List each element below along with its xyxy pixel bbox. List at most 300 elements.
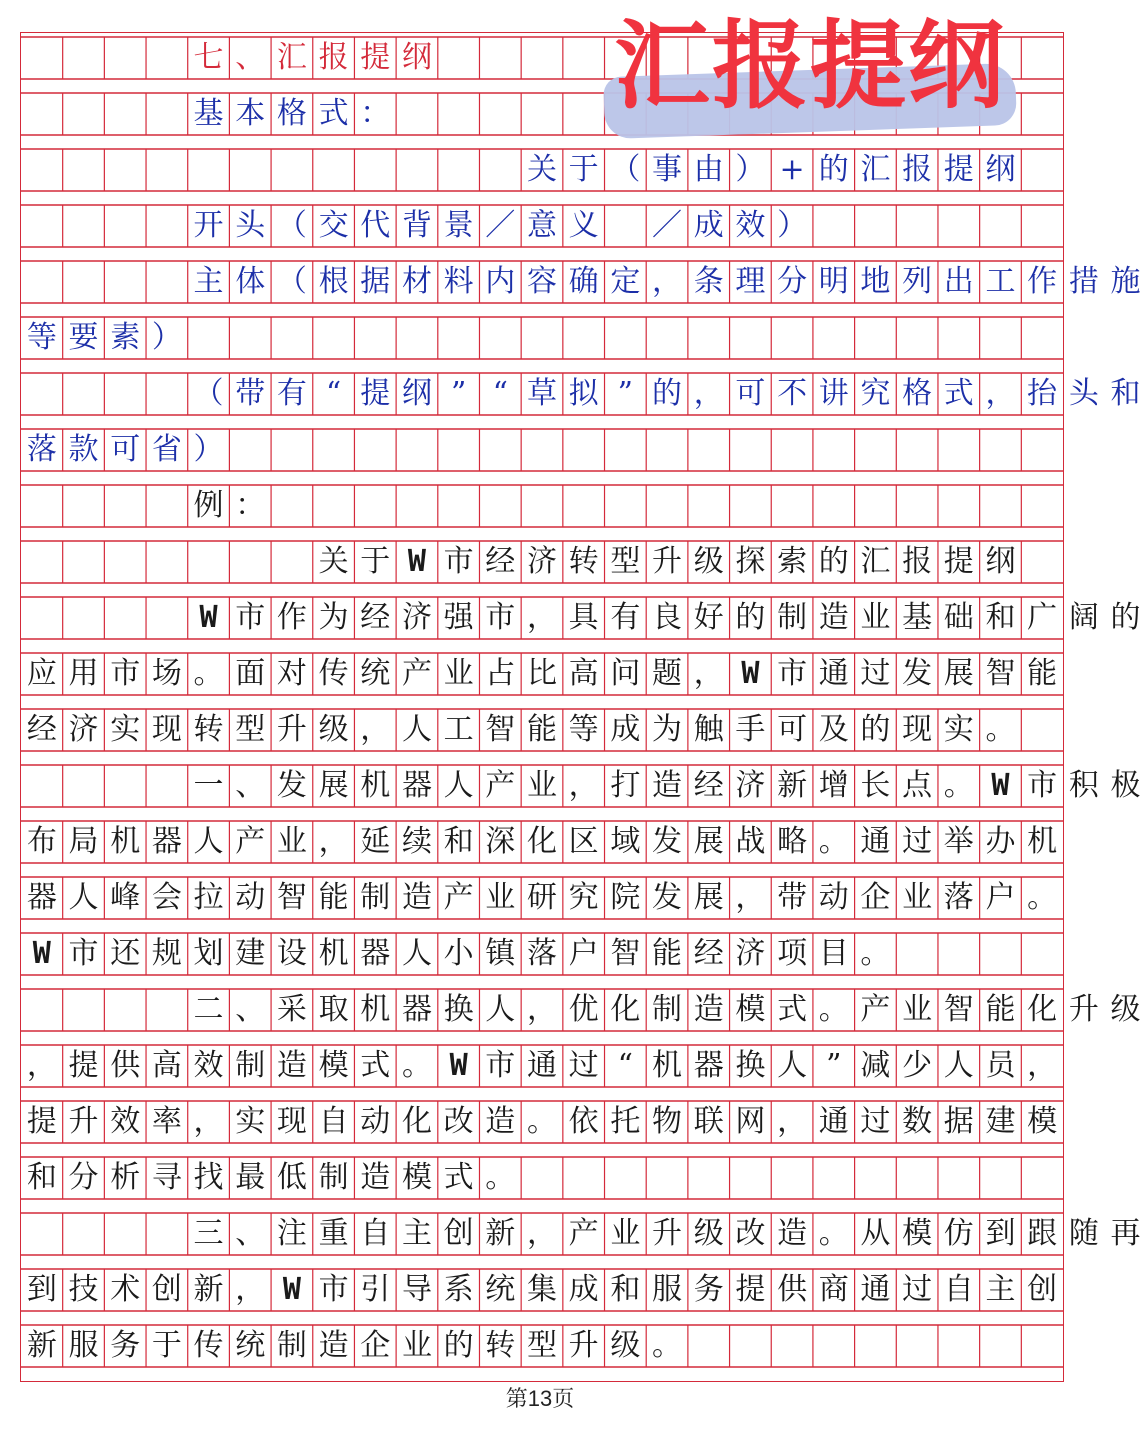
grid-character: 成 — [693, 208, 724, 243]
grid-character: 模 — [401, 1160, 432, 1195]
grid-character: 比 — [526, 656, 557, 691]
grid-character: 济 — [526, 544, 557, 579]
grid-character: 发 — [276, 768, 307, 803]
grid-character: 器 — [26, 880, 57, 915]
grid-character: 机 — [110, 824, 141, 859]
grid-character: 造 — [401, 880, 432, 915]
grid-character: 找 — [193, 1160, 224, 1195]
grid-character: 建 — [985, 1104, 1016, 1139]
grid-character: 和 — [443, 824, 474, 859]
grid-character: 阔 — [1068, 600, 1099, 635]
grid-character: 统 — [360, 656, 391, 691]
grid-character: 户 — [568, 936, 599, 971]
grid-character: （ — [610, 152, 641, 187]
text-row — [21, 1101, 1063, 1143]
grid-character: 发 — [902, 656, 933, 691]
grid-character: 效 — [193, 1048, 224, 1083]
grid-character: 化 — [526, 824, 557, 859]
grid-character: ， — [985, 376, 1016, 411]
grid-character: 延 — [360, 824, 391, 859]
grid-character: 头 — [235, 208, 266, 243]
text-row — [21, 1157, 1063, 1199]
grid-character: 实 — [235, 1104, 266, 1139]
grid-character: 要 — [68, 320, 99, 355]
grid-character: 有 — [276, 376, 307, 411]
grid-character: 高 — [151, 1048, 182, 1083]
grid-character: 导 — [401, 1272, 432, 1307]
grid-character: 换 — [443, 992, 474, 1027]
grid-character: 机 — [360, 992, 391, 1027]
grid-character: ， — [193, 1104, 224, 1139]
grid-character: 、 — [235, 40, 266, 75]
grid-character: 随 — [1068, 1216, 1099, 1251]
grid-character: 机 — [360, 768, 391, 803]
grid-character: 智 — [943, 992, 974, 1027]
grid-character: 新 — [777, 768, 808, 803]
grid-character: 良 — [652, 600, 683, 635]
grid-character: ” — [826, 1048, 842, 1083]
grid-character: 少 — [902, 1048, 933, 1083]
grid-character: 办 — [985, 824, 1016, 859]
grid-character: 展 — [693, 880, 724, 915]
grid-character: 汇 — [276, 40, 307, 75]
grid-character: 成 — [568, 1272, 599, 1307]
grid-character: 统 — [485, 1272, 516, 1307]
grid-character: 题 — [652, 656, 683, 691]
grid-character: 和 — [610, 1272, 641, 1307]
grid-character: 。 — [485, 1160, 516, 1195]
grid-character: ， — [693, 656, 724, 691]
grid-character: 作 — [1027, 264, 1058, 299]
grid-character: W — [282, 1272, 301, 1307]
grid-character: 带 — [777, 880, 808, 915]
grid-character: 提 — [68, 1048, 99, 1083]
text-row — [21, 989, 1141, 1031]
grid-character: 广 — [1027, 600, 1058, 635]
grid-character: ， — [318, 824, 349, 859]
grid-character: 通 — [818, 656, 849, 691]
grid-character: 报 — [902, 544, 933, 579]
grid-character: 模 — [902, 1216, 933, 1251]
grid-character: 。 — [860, 936, 891, 971]
grid-character: 化 — [610, 992, 641, 1027]
grid-character: 人 — [401, 936, 432, 971]
grid-character: 为 — [652, 712, 683, 747]
grid-character: 到 — [26, 1272, 57, 1307]
grid-character: 为 — [318, 600, 349, 635]
grid-character: 于 — [360, 544, 391, 579]
grid-character: 背 — [401, 208, 432, 243]
grid-character: 型 — [235, 712, 266, 747]
grid-character: ， — [26, 1048, 57, 1083]
grid-character: 和 — [985, 600, 1016, 635]
grid-character: 探 — [735, 544, 766, 579]
grid-character: 器 — [401, 992, 432, 1027]
grid-character: 七 — [193, 40, 224, 75]
grid-character: 新 — [485, 1216, 516, 1251]
grid-character: 市 — [485, 600, 516, 635]
grid-character: 市 — [443, 544, 474, 579]
grid-character: 业 — [610, 1216, 641, 1251]
grid-character: 高 — [568, 656, 599, 691]
grid-character: 等 — [26, 320, 57, 355]
grid-character: 落 — [526, 936, 557, 971]
grid-character: 抬 — [1027, 376, 1058, 411]
grid-character: 人 — [485, 992, 516, 1027]
grid-character: 制 — [318, 1160, 349, 1195]
grid-character: 略 — [777, 824, 808, 859]
grid-character: 低 — [276, 1160, 307, 1195]
grid-character: 域 — [610, 824, 641, 859]
grid-character: 效 — [735, 208, 766, 243]
grid-character: 点 — [902, 768, 933, 803]
grid-character: 模 — [735, 992, 766, 1027]
grid-character: （ — [193, 376, 224, 411]
grid-character: 最 — [235, 1160, 266, 1195]
grid-character: 产 — [860, 992, 891, 1027]
grid-character: 措 — [1068, 264, 1099, 299]
grid-character: 出 — [943, 264, 974, 299]
grid-character: 场 — [151, 656, 182, 691]
grid-character: 自 — [360, 1216, 391, 1251]
grid-character: 市 — [318, 1272, 349, 1307]
grid-character: 业 — [276, 824, 307, 859]
grid-character: 工 — [985, 264, 1016, 299]
grid-character: 现 — [151, 712, 182, 747]
grid-character: 提 — [735, 1272, 766, 1307]
grid-character: 过 — [902, 1272, 933, 1307]
grid-character: 型 — [526, 1328, 557, 1363]
grid-character: 能 — [526, 712, 557, 747]
grid-character: 二 — [193, 992, 224, 1027]
grid-character: 制 — [276, 1328, 307, 1363]
grid-character: 机 — [318, 936, 349, 971]
grid-character: 析 — [110, 1160, 141, 1195]
grid-character: ， — [652, 264, 683, 299]
grid-character: 应 — [26, 656, 57, 691]
grid-character: + — [779, 152, 805, 187]
grid-character: 市 — [68, 936, 99, 971]
grid-character: 由 — [693, 152, 724, 187]
grid-character: 市 — [777, 656, 808, 691]
grid-character: 划 — [193, 936, 224, 971]
grid-character: 从 — [860, 1216, 891, 1251]
grid-character: 造 — [652, 768, 683, 803]
grid-character: 义 — [568, 208, 599, 243]
grid-character: 级 — [1110, 992, 1141, 1027]
grid-character: 产 — [568, 1216, 599, 1251]
grid-character: 续 — [401, 824, 432, 859]
grid-character: （ — [276, 264, 307, 299]
grid-character: 能 — [652, 936, 683, 971]
text-row — [21, 373, 1141, 415]
grid-character: 展 — [943, 656, 974, 691]
grid-character: 材 — [401, 264, 432, 299]
grid-character: 镇 — [485, 936, 516, 971]
grid-character: 格 — [276, 96, 307, 131]
grid-character: 打 — [610, 768, 641, 803]
text-row — [21, 261, 1141, 303]
grid-character: ， — [235, 1272, 266, 1307]
grid-character: ， — [568, 768, 599, 803]
grid-character: 展 — [693, 824, 724, 859]
text-row — [21, 821, 1063, 863]
grid-character: 机 — [1027, 824, 1058, 859]
grid-character: 网 — [735, 1104, 766, 1139]
grid-character: 造 — [777, 1216, 808, 1251]
grid-character: 确 — [568, 264, 599, 299]
grid-character: 本 — [235, 96, 266, 131]
grid-character: 级 — [318, 712, 349, 747]
grid-character: 过 — [902, 824, 933, 859]
grid-character: 模 — [1027, 1104, 1058, 1139]
grid-character: 项 — [777, 936, 808, 971]
grid-character: 集 — [526, 1272, 557, 1307]
grid-character: 器 — [401, 768, 432, 803]
grid-character: 造 — [485, 1104, 516, 1139]
grid-character: ” — [617, 376, 634, 411]
grid-character: 体 — [235, 264, 266, 299]
grid-character: ， — [526, 1216, 557, 1251]
grid-character — [605, 205, 647, 247]
grid-character: “ — [617, 1048, 634, 1083]
grid-character: 员 — [985, 1048, 1016, 1083]
grid-character: 采 — [276, 992, 307, 1027]
grid-character: 技 — [68, 1272, 99, 1307]
grid-character: 升 — [568, 1328, 599, 1363]
text-row — [21, 597, 1141, 639]
grid-character: 战 — [735, 824, 766, 859]
grid-character: ） — [777, 208, 808, 243]
grid-character: 市 — [110, 656, 141, 691]
grid-paper-sheet — [20, 32, 1141, 1382]
grid-character: 础 — [943, 600, 974, 635]
grid-character: 可 — [777, 712, 808, 747]
grid-character: ） — [151, 320, 182, 355]
grid-character: 小 — [443, 936, 474, 971]
grid-character: 于 — [151, 1328, 182, 1363]
grid-character: 景 — [443, 208, 474, 243]
grid-character: 纲 — [401, 40, 432, 75]
grid-character: 具 — [568, 600, 599, 635]
grid-character: 会 — [151, 880, 182, 915]
grid-character: 人 — [68, 880, 99, 915]
grid-character: 实 — [110, 712, 141, 747]
grid-character: 人 — [401, 712, 432, 747]
grid-character: 作 — [276, 600, 307, 635]
grid-character: 产 — [235, 824, 266, 859]
grid-character: 过 — [568, 1048, 599, 1083]
grid-character: 济 — [401, 600, 432, 635]
grid-character: 强 — [443, 600, 474, 635]
grid-character: 器 — [151, 824, 182, 859]
grid-character: 升 — [652, 544, 683, 579]
grid-character: 素 — [110, 320, 141, 355]
grid-character: 转 — [193, 712, 224, 747]
grid-character: 换 — [735, 1048, 766, 1083]
text-row — [21, 429, 1063, 471]
grid-character: 、 — [235, 768, 266, 803]
text-row — [21, 1269, 1063, 1311]
grid-character: 的 — [1110, 600, 1141, 635]
grid-character: 。 — [818, 992, 849, 1027]
grid-character: 报 — [318, 40, 349, 75]
grid-character: W — [449, 1048, 468, 1083]
grid-character: 动 — [235, 880, 266, 915]
grid-character: 造 — [276, 1048, 307, 1083]
grid-character: 率 — [151, 1104, 182, 1139]
grid-character: 问 — [610, 656, 641, 691]
grid-character: 和 — [26, 1160, 57, 1195]
grid-character: 实 — [943, 712, 974, 747]
grid-character: 。 — [818, 1216, 849, 1251]
grid-character: ， — [693, 376, 724, 411]
grid-character: 业 — [401, 1328, 432, 1363]
grid-character: 可 — [735, 376, 766, 411]
grid-character: 纲 — [401, 376, 432, 411]
grid-character: 关 — [526, 152, 557, 187]
grid-character: 取 — [318, 992, 349, 1027]
grid-character: 造 — [818, 600, 849, 635]
grid-character: 代 — [360, 208, 391, 243]
grid-character: 产 — [401, 656, 432, 691]
text-row — [21, 541, 1063, 583]
grid-character: 料 — [443, 264, 474, 299]
grid-character: 经 — [360, 600, 391, 635]
grid-character: ／ — [485, 208, 516, 243]
text-row — [21, 205, 1063, 247]
grid-character: 济 — [735, 768, 766, 803]
grid-character: 提 — [943, 152, 974, 187]
grid-character: 人 — [943, 1048, 974, 1083]
grid-character: 于 — [568, 152, 599, 187]
grid-character: 通 — [860, 824, 891, 859]
grid-character: 面 — [235, 656, 266, 691]
grid-character: 事 — [652, 152, 683, 187]
grid-character: 业 — [860, 600, 891, 635]
grid-character: ： — [235, 488, 266, 523]
grid-character: 服 — [652, 1272, 683, 1307]
grid-character: 市 — [1027, 768, 1058, 803]
grid-character: 智 — [610, 936, 641, 971]
grid-character: 通 — [818, 1104, 849, 1139]
grid-character: 据 — [360, 264, 391, 299]
grid-character: 现 — [902, 712, 933, 747]
grid-character: 内 — [485, 264, 516, 299]
grid-character: 业 — [485, 880, 516, 915]
text-row — [21, 653, 1063, 695]
grid-character: 创 — [443, 1216, 474, 1251]
grid-character: 转 — [485, 1328, 516, 1363]
grid-character: 动 — [818, 880, 849, 915]
text-row — [21, 1325, 1063, 1367]
grid-character: 经 — [693, 768, 724, 803]
grid-character: 基 — [193, 96, 224, 131]
grid-character: 造 — [318, 1328, 349, 1363]
grid-character: 转 — [568, 544, 599, 579]
grid-character: 人 — [193, 824, 224, 859]
grid-character: W — [741, 656, 760, 691]
grid-character: 。 — [193, 656, 224, 691]
grid-character: 业 — [902, 880, 933, 915]
grid-character: 模 — [318, 1048, 349, 1083]
grid-character: 能 — [318, 880, 349, 915]
grid-character: 市 — [235, 600, 266, 635]
grid-character: 。 — [1027, 880, 1058, 915]
grid-character: 手 — [735, 712, 766, 747]
grid-character: 机 — [652, 1048, 683, 1083]
grid-character: 的 — [860, 712, 891, 747]
grid-character: 经 — [693, 936, 724, 971]
grid-character: 院 — [610, 880, 641, 915]
grid-character: 新 — [26, 1328, 57, 1363]
grid-character: 局 — [68, 824, 99, 859]
grid-character: 数 — [902, 1104, 933, 1139]
grid-character: 设 — [276, 936, 307, 971]
grid-character: 级 — [693, 1216, 724, 1251]
text-row — [21, 765, 1141, 807]
text-row — [21, 933, 1063, 975]
grid-character: 、 — [235, 992, 266, 1027]
grid-character: 纲 — [985, 544, 1016, 579]
grid-character: 好 — [693, 600, 724, 635]
grid-character: ） — [735, 152, 766, 187]
grid-character: 现 — [276, 1104, 307, 1139]
grid-character: 研 — [526, 880, 557, 915]
grid-character: 一 — [193, 768, 224, 803]
grid-character: 注 — [276, 1216, 307, 1251]
grid-character: 统 — [235, 1328, 266, 1363]
grid-character: 、 — [235, 1216, 266, 1251]
grid-character: W — [199, 600, 218, 635]
grid-character: 拉 — [193, 880, 224, 915]
grid-character: 术 — [110, 1272, 141, 1307]
grid-character: 的 — [735, 600, 766, 635]
grid-character: 建 — [235, 936, 266, 971]
grid-character: 式 — [777, 992, 808, 1027]
grid-character: 开 — [193, 208, 224, 243]
grid-character: W — [991, 768, 1010, 803]
grid-character: （ — [276, 208, 307, 243]
grid-character: 工 — [443, 712, 474, 747]
grid-character: 能 — [1027, 656, 1058, 691]
grid-character: 提 — [360, 40, 391, 75]
grid-character: 化 — [1027, 992, 1058, 1027]
grid-character: 容 — [526, 264, 557, 299]
grid-character: 等 — [568, 712, 599, 747]
grid-character: 器 — [693, 1048, 724, 1083]
grid-character: 业 — [526, 768, 557, 803]
grid-character: 改 — [735, 1216, 766, 1251]
text-row — [21, 317, 1063, 359]
grid-character: 主 — [401, 1216, 432, 1251]
grid-character: 减 — [860, 1048, 891, 1083]
grid-character: 增 — [818, 768, 849, 803]
grid-character: 举 — [943, 824, 974, 859]
grid-character: W — [407, 544, 426, 579]
grid-character: 济 — [735, 936, 766, 971]
grid-character: 济 — [68, 712, 99, 747]
grid-character: 重 — [318, 1216, 349, 1251]
grid-character: 升 — [276, 712, 307, 747]
grid-character: 究 — [860, 376, 891, 411]
grid-character: 服 — [68, 1328, 99, 1363]
grid-character: ” — [450, 376, 467, 411]
text-row — [21, 149, 1063, 191]
grid-character: 基 — [902, 600, 933, 635]
grid-character: 智 — [985, 656, 1016, 691]
grid-character: 成 — [610, 712, 641, 747]
